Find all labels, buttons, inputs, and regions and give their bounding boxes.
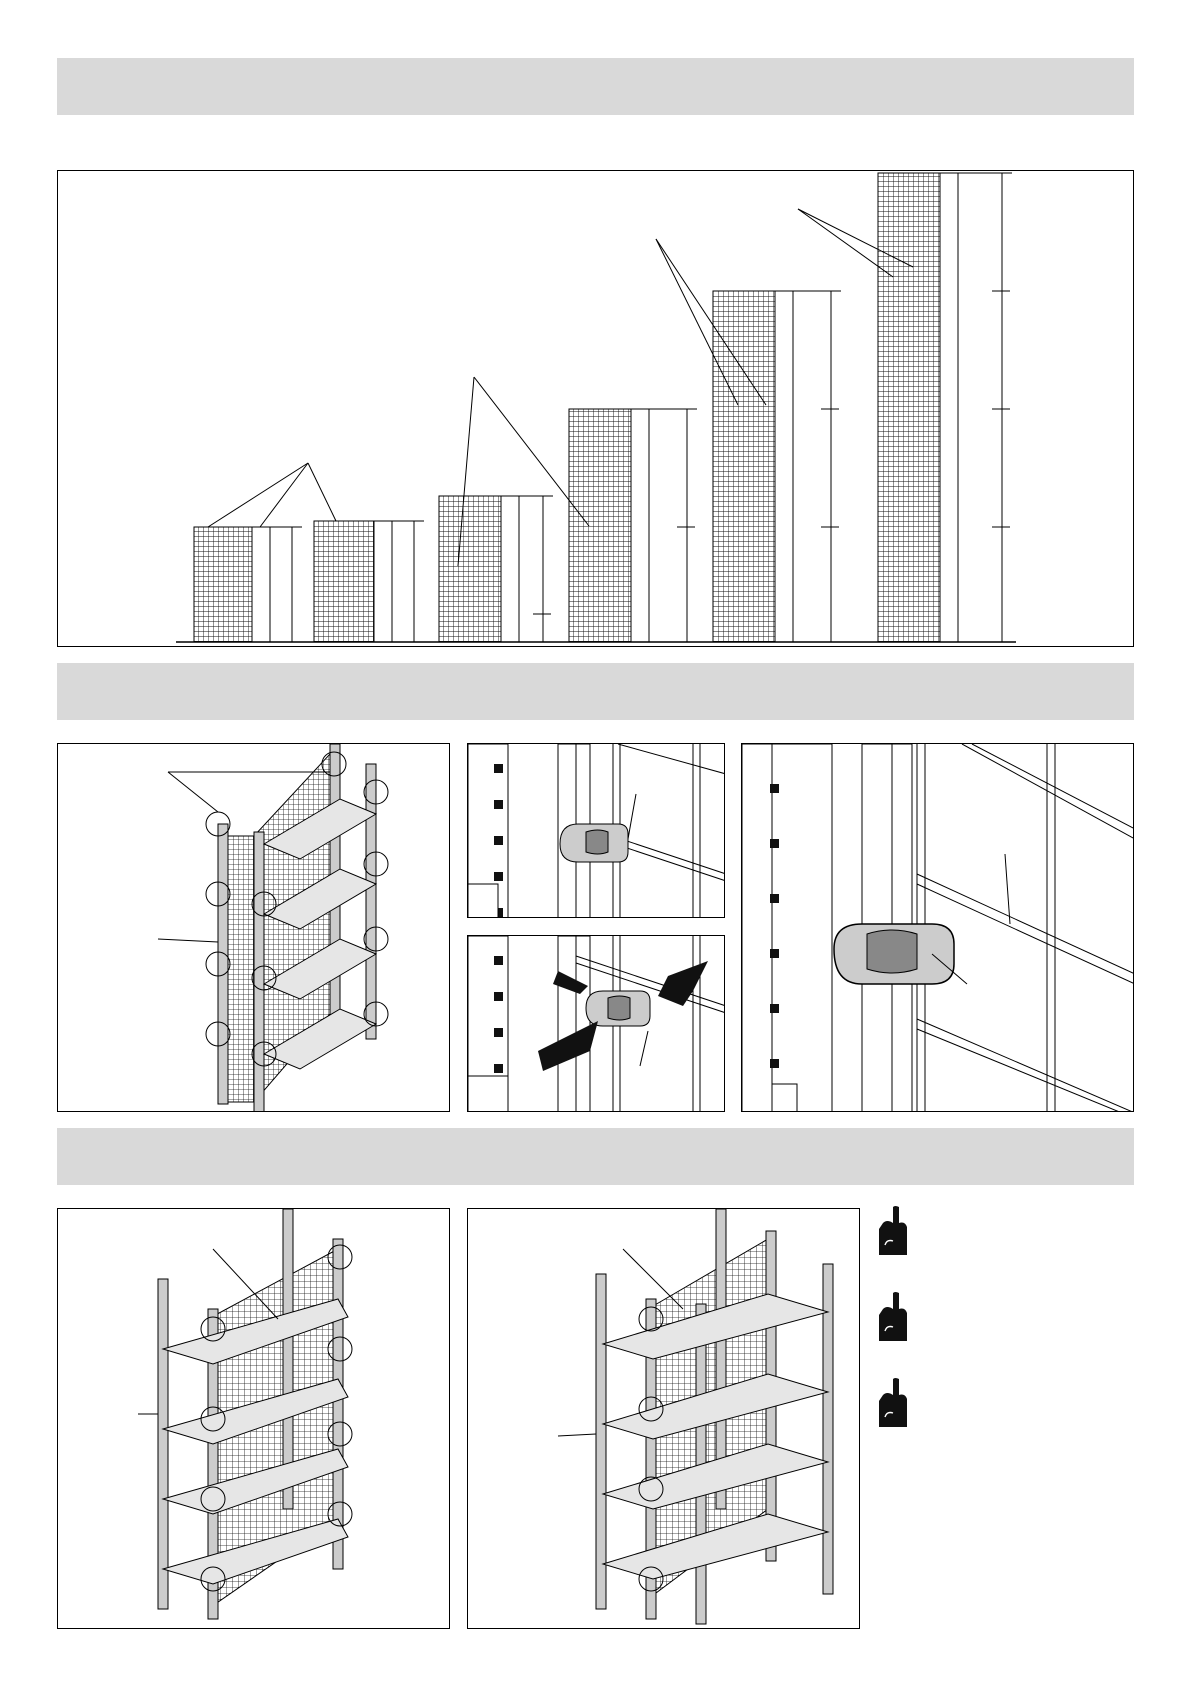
- clip-before-drawing: [468, 744, 725, 918]
- clip-icon: [586, 991, 650, 1026]
- pointing-hand-icon: [875, 1291, 913, 1343]
- mesh-panel-unit: [439, 496, 553, 642]
- pointing-hand-icon: [875, 1377, 913, 1429]
- clip-detail-figure-1: [467, 743, 725, 918]
- section-heading: [57, 1128, 1134, 1164]
- upright-hole: [770, 1059, 779, 1068]
- mesh-panel-unit: [878, 173, 1012, 642]
- leader-line: [308, 463, 336, 521]
- upright-hole: [770, 839, 779, 848]
- side-frame: [501, 496, 553, 642]
- upright-hole: [494, 872, 503, 881]
- note-item: [875, 1205, 1125, 1291]
- section-header-3: [57, 1128, 1134, 1185]
- upright-hole: [770, 949, 779, 958]
- upright-hole: [770, 784, 779, 793]
- mesh-panel: [439, 496, 501, 642]
- pointing-hand-icon: [875, 1205, 913, 1257]
- note-item: [875, 1291, 1125, 1377]
- shelf-side-mesh-drawing: [58, 744, 450, 1112]
- assembly-figure-back-mesh: [57, 1208, 450, 1629]
- assembly-figure-side-mesh: [57, 743, 450, 1112]
- mesh-panel: [713, 291, 775, 642]
- side-frame: [940, 173, 1012, 642]
- upright-hole: [770, 1004, 779, 1013]
- mesh-panel-unit: [314, 521, 424, 642]
- panel-height-variants: [194, 173, 1012, 642]
- leader-line: [260, 463, 308, 527]
- shelf-middle-mesh-drawing: [468, 1209, 860, 1629]
- mesh-panel: [194, 527, 252, 642]
- upright-hole: [494, 800, 503, 809]
- leader-line: [208, 463, 308, 527]
- upright-hole: [494, 836, 503, 845]
- clip-installed-drawing: [742, 744, 1134, 1112]
- section-heading: [57, 58, 1134, 94]
- upright-hole: [494, 1028, 503, 1037]
- side-frame: [631, 409, 697, 642]
- section-header-1: [57, 58, 1134, 115]
- upright-hole: [770, 894, 779, 903]
- notes-list: [875, 1205, 1125, 1463]
- side-frame: [775, 291, 841, 642]
- side-frame: [374, 521, 424, 642]
- mesh-panel: [314, 521, 374, 642]
- mesh-panel-unit: [713, 291, 841, 642]
- clip-detail-figure-3: [741, 743, 1134, 1112]
- assembly-figure-middle-mesh: [467, 1208, 860, 1629]
- mesh-panel: [878, 173, 940, 642]
- section-header-2: [57, 663, 1134, 720]
- mesh-panel: [569, 409, 631, 642]
- section-heading: [57, 663, 1134, 699]
- mesh-panel-unit: [194, 527, 302, 642]
- side-frame: [252, 527, 302, 642]
- clip-press-drawing: [468, 936, 725, 1112]
- shelf-heights-figure: [57, 170, 1134, 647]
- note-item: [875, 1377, 1125, 1463]
- upright-hole: [494, 956, 503, 965]
- upright-hole: [494, 992, 503, 1001]
- clip-icon: [560, 824, 628, 862]
- shelf-back-mesh-drawing: [58, 1209, 450, 1629]
- clip-icon: [834, 924, 954, 984]
- upright-hole: [494, 1064, 503, 1073]
- clip-detail-figure-2: [467, 935, 725, 1112]
- shelf-heights-drawing: [58, 171, 1134, 647]
- upright-hole: [494, 764, 503, 773]
